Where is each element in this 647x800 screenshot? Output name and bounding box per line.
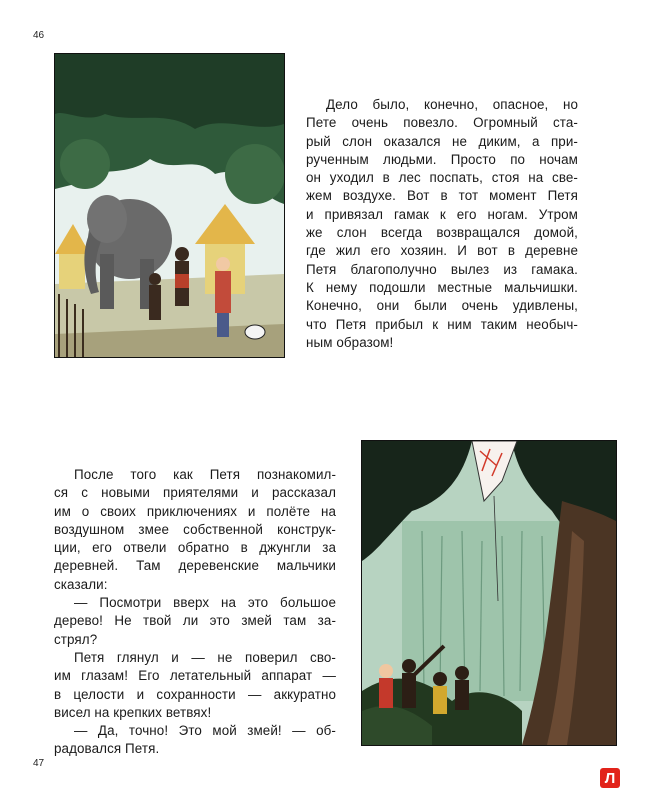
text-line: где жил его хозяин. И вот в деревне — [306, 243, 578, 259]
text-line: — Посмотри вверх на это большое — [74, 595, 336, 611]
text-line: Конечно, они были очень удивлены, — [306, 298, 578, 314]
text-line: воздушном змее собственной конструк- — [54, 521, 336, 537]
text-line: — Да, точно! Это мой змей! — об- — [74, 723, 336, 739]
text-line: сказали: — [54, 576, 108, 592]
text-line: рученным людьми. Просто по ночам — [306, 151, 578, 167]
paragraph-kite — [54, 466, 336, 759]
text-line: стрял? — [54, 631, 98, 647]
paragraph-elephant — [306, 96, 578, 352]
text-line: что Петя прибыл к ним таким необыч- — [306, 316, 578, 332]
text-line: Петя благополучно вылез из гамака. — [306, 261, 578, 277]
text-line: Петя глянул и — не поверил сво- — [74, 649, 336, 665]
publisher-logo: Л — [600, 768, 620, 788]
text-line: он уходил в лес поспать, стоя на све- — [306, 170, 578, 186]
text-line: им глазам! Его летательный аппарат — — [54, 668, 336, 684]
text-line: ции, его отвели обратно в джунгли за — [54, 540, 336, 556]
text-line: жем воздухе. Вот в тот момент Петя — [306, 188, 578, 204]
text-line: рый слон оказался не диким, а при- — [306, 133, 578, 149]
text-line: в целости и сохранности — аккуратно — [54, 686, 336, 702]
illustration-elephant-village — [54, 53, 285, 358]
text-line: радовался Петя. — [54, 741, 160, 757]
text-line: им о своих приключениях и полёте на — [54, 503, 336, 519]
page-number-top: 46 — [33, 30, 45, 41]
page-number-bottom: 47 — [33, 758, 45, 769]
text-line: К нему подошли местные мальчишки. — [306, 279, 578, 295]
text-line: Дело было, конечно, опасное, но — [326, 97, 578, 112]
text-line: же слон всегда возвращался домой, — [306, 225, 578, 241]
text-line: ся с новыми приятелями и рассказал — [54, 485, 336, 501]
illustration-kite-in-tree — [361, 440, 617, 746]
text-line: дерево! Не твой ли это змей там за- — [54, 613, 336, 629]
text-line: и привязал гамак к его ногам. Утром — [306, 206, 578, 222]
text-line: висел на крепких ветвях! — [54, 704, 212, 720]
text-line: После того как Петя познакомил- — [74, 467, 336, 482]
text-line: ным образом! — [306, 334, 394, 350]
text-line: деревней. Там деревенские мальчики — [54, 558, 336, 574]
text-line: Пете очень повезло. Огромный ста- — [306, 115, 578, 131]
